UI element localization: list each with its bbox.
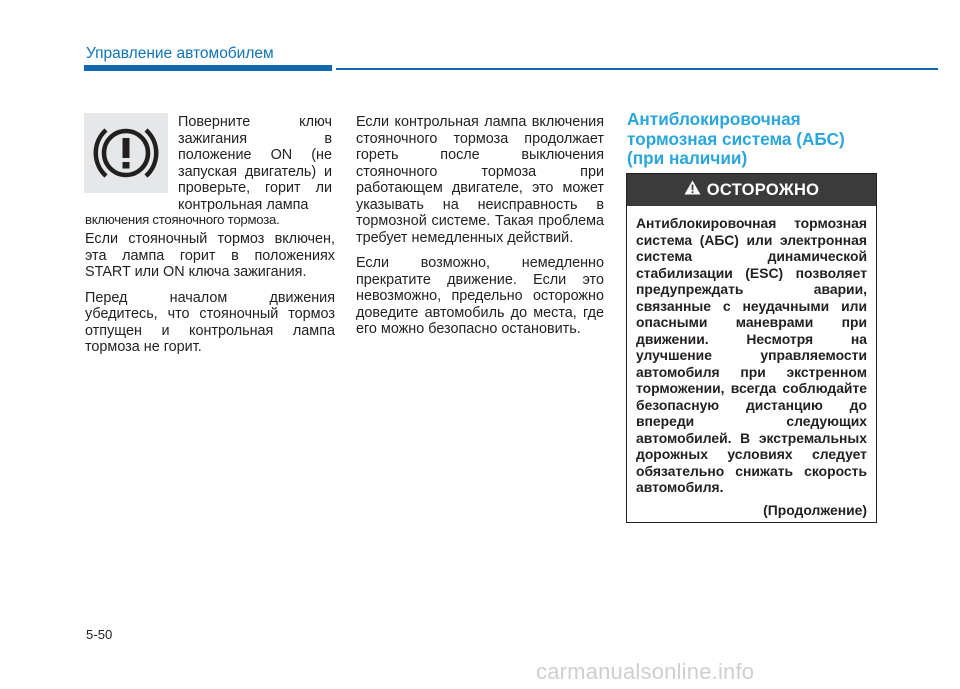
column1-paragraph-3: Перед началом движения убедитесь, что стояночный тормоз отпущен и контрольная лампа тормоза не горит. bbox=[85, 289, 335, 355]
column2-body bbox=[356, 114, 604, 347]
page-number: 5-50 bbox=[86, 627, 113, 642]
column2-paragraph-2: Если возможно, немедленно прекратите движение. Если это невозможно, предельно осторожно доведите автомобиль до места, где его можно безопасно остановить. bbox=[356, 255, 604, 337]
column2-paragraph-1: Если контрольная лампа включения стояночного тормоза продолжает гореть после выключения стояночного тормоза при работающем двигателе, это может указывать на неисправность в тормозной системе. Такая проблема требует немедленных действий. bbox=[356, 114, 604, 246]
warning-box bbox=[626, 173, 877, 523]
header-rule-thin bbox=[336, 68, 938, 70]
warning-header bbox=[627, 174, 876, 206]
warning-continued: (Продолжение) bbox=[763, 501, 867, 518]
column1-intro-text: Поверните ключ зажигания в положение ON (не запуская двигатель) и проверьте, горит ли контрольная лампа bbox=[178, 114, 332, 213]
warning-triangle-icon bbox=[684, 180, 701, 200]
section-header-title: Управление автомобилем bbox=[86, 45, 274, 62]
column1-intro bbox=[178, 114, 332, 213]
column1-intro-tail: включения стояночного тормоза. bbox=[85, 212, 280, 227]
header-rule-thick bbox=[84, 65, 332, 71]
column1-paragraph-2: Если стояночный тормоз включен, эта лампа горит в положениях START или ON ключа зажигания. bbox=[85, 231, 335, 280]
parking-brake-warning-icon bbox=[84, 113, 168, 193]
column1-body bbox=[85, 231, 335, 365]
indicator-icon-box bbox=[84, 113, 168, 193]
watermark: carmanualsonline.info bbox=[536, 659, 755, 684]
warning-text: Антиблокировочная тормозная система (АБС) или электронная система динамической стабилизации (ESC) позволяет предупреждать аварии, связанные с неудачными или опасными маневрами при движении. Несмотря на улучшение управляемости автомобиля при экстренном торможении, всегда соблюдайте безопасную дистанцию до впереди следующих автомобилей. В экстремальных дорожных условиях следует обязательно снижать скорость автомобиля. bbox=[636, 215, 867, 495]
warning-label: ОСТОРОЖНО bbox=[706, 180, 820, 199]
abs-section-title: Антиблокировочная тормозная система (АБС) (при наличии) bbox=[627, 109, 845, 168]
